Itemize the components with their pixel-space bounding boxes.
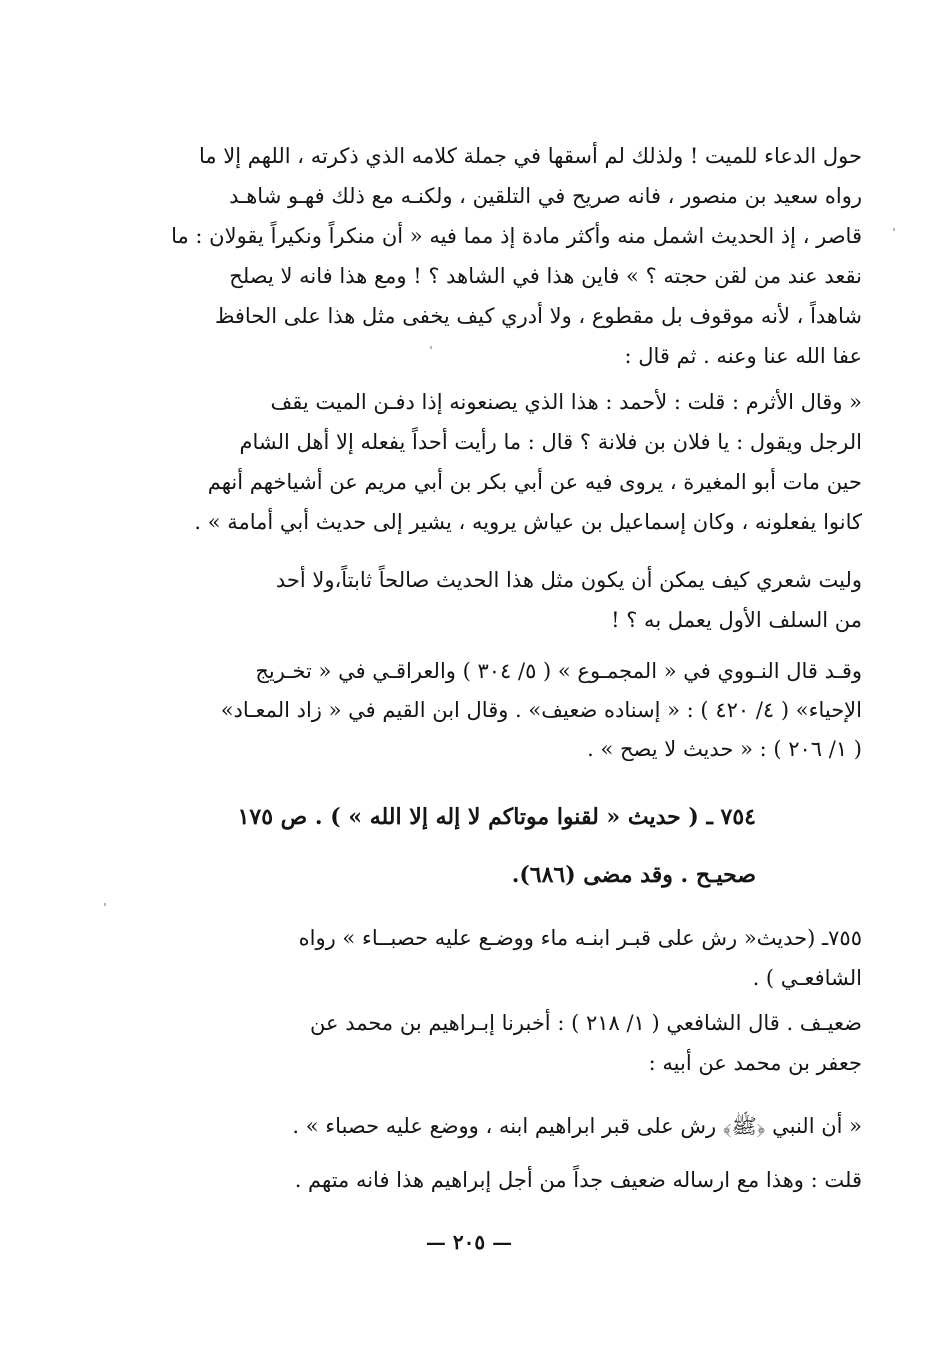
margin-speck	[104, 903, 106, 906]
text-line: « وقال الأثرم : قلت : لأحمد : هذا الذي يصنعونه إذا دفـن الميت يقف	[270, 390, 862, 414]
hadith-755-comment	[138, 1160, 862, 1200]
paragraph-references	[138, 652, 862, 769]
margin-speck	[893, 228, 895, 231]
text-line: رواه سعيد بن منصور ، فانه صريح في التلقين ، ولكنـه مع ذلك فهـو شاهـد	[229, 184, 862, 208]
text-line: ضعيـف . قال الشافعي ( ١/ ٢١٨ ) : أخبرنا إبـراهيم بن محمد عن	[310, 1011, 862, 1035]
text-line: كانوا يفعلونه ، وكان إسماعيل بن عياش يرويه ، يشير إلى حديث أبي أمامة » .	[194, 510, 862, 534]
text-line: قاصر ، إذ الحديث اشمل منه وأكثر مادة إذ مما فيه « أن منكراً ونكيراً يقولان : ما	[171, 224, 862, 248]
hadith-755-text	[138, 1106, 862, 1146]
text-line: وقـد قال النـووي في « المجمـوع » ( ٥/ ٣٠٤ ) والعراقـي في « تخـريج	[255, 659, 862, 683]
text-line: شاهداً ، لأنه موقوف بل مقطوع ، ولا أدري كيف يخفى مثل هذا على الحافظ	[214, 304, 862, 328]
paragraph-remark	[138, 560, 862, 640]
hadith-754-heading: ٧٥٤ ـ ( حديث « لقنوا موتاكم لا إله إلا الله » ) . ص ١٧٥	[237, 804, 756, 830]
text-line: وليت شعري كيف يمكن أن يكون مثل هذا الحديث صالحاً ثابتاً،ولا أحد	[275, 568, 862, 592]
hadith-754-grade: صحيـح . وقد مضى (٦٨٦).	[511, 862, 756, 888]
text-line: نقعد عند من لقن حجته ؟ » فاين هذا في الشاهد ؟ ! ومع هذا فانه لا يصلح	[229, 264, 862, 288]
text-line: ٧٥٥ـ (حديث« رش على قبـر ابنـه ماء ووضـع عليه حصبــاء » رواه	[298, 926, 862, 950]
text-line: حول الدعاء للميت ! ولذلك لم أسقها في جملة كلامه الذي ذكرته ، اللهم إلا ما	[198, 144, 862, 168]
text-line: الإحياء» ( ٤/ ٤٢٠ ) : « إسناده ضعيف» . وقال ابن القيم في « زاد المعـاد»	[220, 698, 862, 722]
text-line: جعفر بن محمد عن أبيه :	[648, 1051, 862, 1075]
paragraph-commentary	[138, 136, 862, 376]
text-line: من السلف الأول يعمل به ؟ !	[611, 608, 862, 632]
hadith-755-grade	[138, 1003, 862, 1083]
text-line: ( ١/ ٢٠٦ ) : « حديث لا يصح » .	[587, 737, 862, 761]
text-line: « أن النبي ﴿ﷺ﴾ رش على قبر ابراهيم ابنه ، ووضع عليه حصباء » .	[292, 1114, 862, 1138]
page-number: — ٢٠٥ —	[425, 1230, 513, 1254]
margin-speck	[430, 346, 432, 349]
text-line: حين مات أبو المغيرة ، يروى فيه عن أبي بكر بن أبي مريم عن أشياخهم أنهم	[207, 470, 862, 494]
paragraph-athram-quote	[138, 382, 862, 542]
text-line: الشافعـي ) .	[752, 966, 862, 990]
text-line: الرجل ويقول : يا فلان بن فلانة ؟ قال : ما رأيت أحداً يفعله إلا أهل الشام	[239, 430, 862, 454]
hadith-755-heading	[138, 918, 862, 998]
text-line: عفا الله عنا وعنه . ثم قال :	[624, 344, 862, 368]
text-line: قلت : وهذا مع ارساله ضعيف جداً من أجل إبراهيم هذا فانه متهم .	[294, 1168, 862, 1192]
